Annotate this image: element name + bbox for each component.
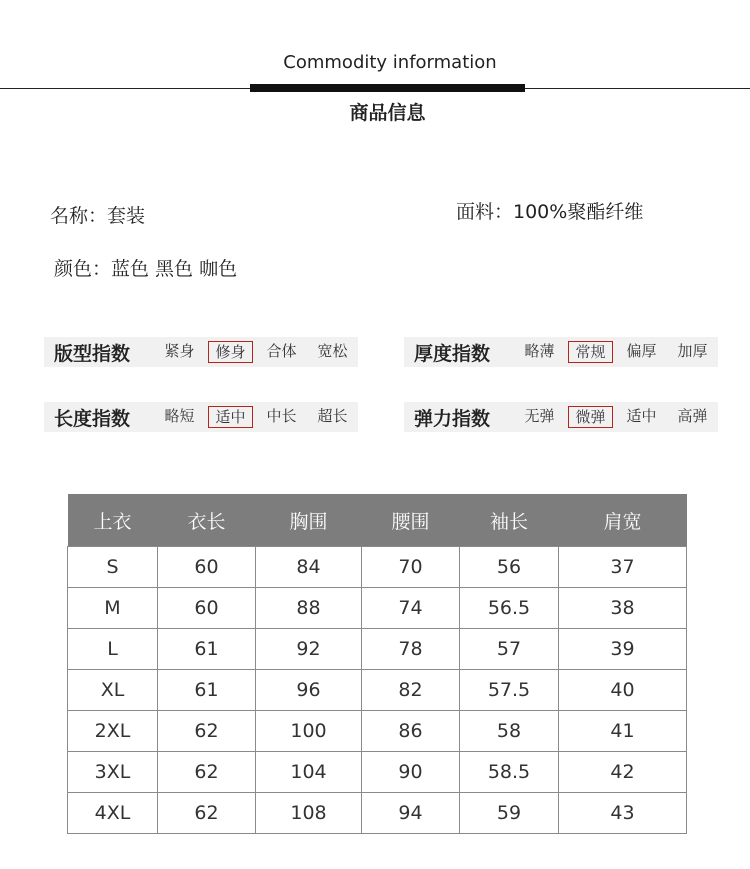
table-cell: 84 <box>256 547 362 588</box>
table-row <box>68 547 687 588</box>
size-table-header <box>68 494 687 547</box>
size-cell: 3XL <box>68 752 158 793</box>
length-option: 中长 <box>266 407 297 425</box>
table-cell: 78 <box>362 629 460 670</box>
table-cell: 38 <box>559 588 687 629</box>
table-cell: 57 <box>460 629 559 670</box>
table-row <box>68 793 687 834</box>
header-title-cn: 商品信息 <box>349 102 426 124</box>
column-header: 腰围 <box>362 494 460 547</box>
table-row <box>68 752 687 793</box>
table-cell: 59 <box>460 793 559 834</box>
size-cell: 2XL <box>68 711 158 752</box>
column-header: 衣长 <box>158 494 256 547</box>
table-cell: 86 <box>362 711 460 752</box>
table-cell: 37 <box>559 547 687 588</box>
table-row <box>68 711 687 752</box>
length-index-title: 长度指数 <box>54 407 131 430</box>
elasticity-index <box>404 402 718 432</box>
size-cell: XL <box>68 670 158 711</box>
fit-option: 紧身 <box>164 342 195 360</box>
size-cell: L <box>68 629 158 670</box>
table-cell: 92 <box>256 629 362 670</box>
table-cell: 58 <box>460 711 559 752</box>
table-cell: 56.5 <box>460 588 559 629</box>
table-cell: 39 <box>559 629 687 670</box>
column-header: 肩宽 <box>559 494 687 547</box>
length-index <box>44 402 358 432</box>
size-cell: 4XL <box>68 793 158 834</box>
table-cell: 94 <box>362 793 460 834</box>
elasticity-index-title: 弹力指数 <box>414 407 491 430</box>
table-cell: 108 <box>256 793 362 834</box>
table-cell: 62 <box>158 793 256 834</box>
thickness-index <box>404 337 718 367</box>
table-cell: 74 <box>362 588 460 629</box>
thickness-option: 加厚 <box>677 342 708 360</box>
size-cell: S <box>68 547 158 588</box>
table-row <box>68 588 687 629</box>
product-fabric: 面料：100%聚酯纤维 <box>456 201 644 223</box>
table-cell: 62 <box>158 752 256 793</box>
table-cell: 57.5 <box>460 670 559 711</box>
table-cell: 61 <box>158 629 256 670</box>
size-cell: M <box>68 588 158 629</box>
column-header: 上衣 <box>68 494 158 547</box>
elasticity-option: 适中 <box>626 407 657 425</box>
thickness-index-title: 厚度指数 <box>414 342 491 365</box>
table-cell: 58.5 <box>460 752 559 793</box>
thickness-option: 偏厚 <box>626 342 657 360</box>
table-cell: 60 <box>158 588 256 629</box>
fit-index-title: 版型指数 <box>54 342 131 365</box>
table-cell: 42 <box>559 752 687 793</box>
table-cell: 61 <box>158 670 256 711</box>
product-colors: 颜色：蓝色 黑色 咖色 <box>54 258 238 280</box>
fit-index <box>44 337 358 367</box>
fit-option: 合体 <box>266 342 297 360</box>
table-cell: 43 <box>559 793 687 834</box>
elasticity-option: 高弹 <box>677 407 708 425</box>
table-cell: 88 <box>256 588 362 629</box>
column-header: 胸围 <box>256 494 362 547</box>
table-row <box>68 629 687 670</box>
header-title-en: Commodity information <box>283 52 497 73</box>
product-name: 名称：套装 <box>50 205 146 227</box>
length-option: 略短 <box>164 407 195 425</box>
table-cell: 60 <box>158 547 256 588</box>
table-cell: 96 <box>256 670 362 711</box>
table-cell: 70 <box>362 547 460 588</box>
size-table <box>67 494 687 834</box>
elasticity-option-selected: 微弹 <box>568 406 613 428</box>
thickness-option: 略薄 <box>524 342 555 360</box>
table-cell: 41 <box>559 711 687 752</box>
table-cell: 104 <box>256 752 362 793</box>
table-cell: 90 <box>362 752 460 793</box>
header-divider-accent <box>250 84 525 92</box>
table-cell: 100 <box>256 711 362 752</box>
thickness-option-selected: 常规 <box>568 341 613 363</box>
fit-option-selected: 修身 <box>208 341 253 363</box>
table-row <box>68 670 687 711</box>
table-cell: 62 <box>158 711 256 752</box>
column-header: 袖长 <box>460 494 559 547</box>
length-option-selected: 适中 <box>208 406 253 428</box>
elasticity-option: 无弹 <box>524 407 555 425</box>
length-option: 超长 <box>317 407 348 425</box>
table-cell: 40 <box>559 670 687 711</box>
table-cell: 56 <box>460 547 559 588</box>
table-cell: 82 <box>362 670 460 711</box>
fit-option: 宽松 <box>317 342 348 360</box>
